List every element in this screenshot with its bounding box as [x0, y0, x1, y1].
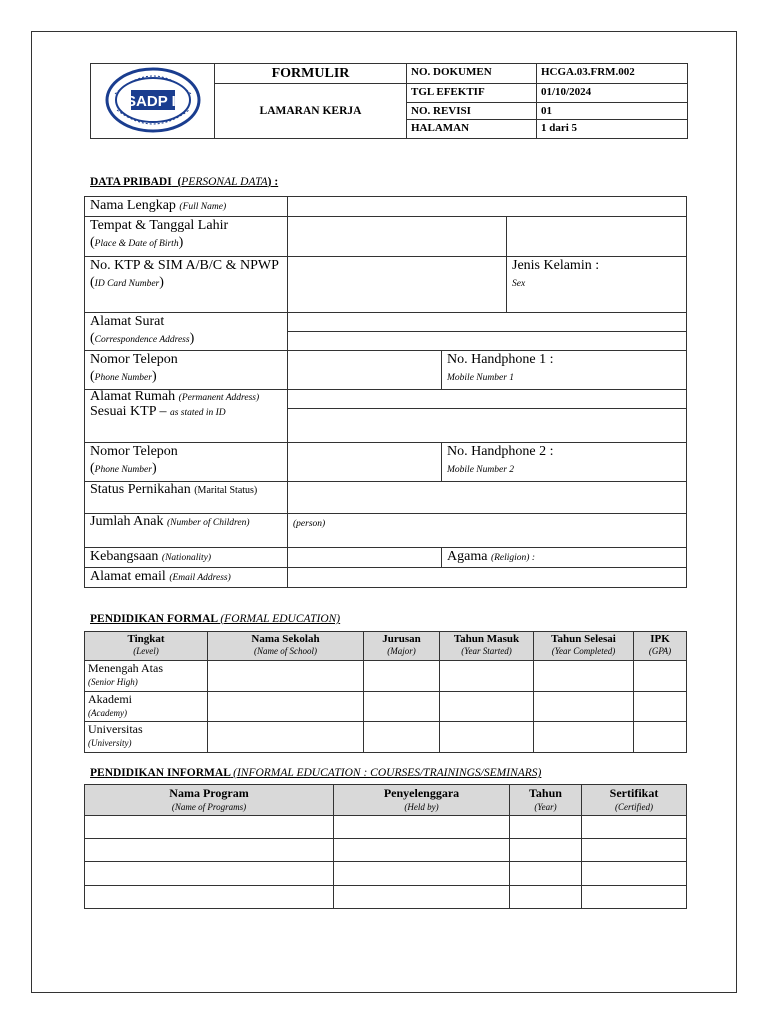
input-cell[interactable]: [364, 722, 440, 753]
phone-2-field[interactable]: [288, 443, 442, 482]
correspondence-address-field-2[interactable]: [288, 332, 687, 351]
col-certified: Sertifikat (Certified): [582, 785, 687, 816]
input-cell[interactable]: [334, 839, 510, 862]
input-cell[interactable]: [334, 886, 510, 909]
company-logo: [91, 64, 215, 139]
doc-value: HCGA.03.FRM.002: [537, 64, 688, 84]
input-cell[interactable]: [582, 839, 687, 862]
informal-education-title: PENDIDIKAN INFORMAL (INFORMAL EDUCATION : COURSES/TRAININGS/SEMINARS): [90, 767, 542, 779]
level-cell: Universitas (University): [85, 722, 208, 753]
correspondence-address-label: Alamat Surat (Correspondence Address): [85, 313, 288, 351]
input-cell[interactable]: [85, 886, 334, 909]
doc-label: NO. REVISI: [407, 103, 537, 120]
input-cell[interactable]: [364, 661, 440, 692]
input-cell[interactable]: [364, 692, 440, 722]
informal-education-table: [84, 784, 687, 909]
input-cell[interactable]: [440, 722, 534, 753]
document-header: [90, 63, 688, 139]
marital-status-field[interactable]: [288, 482, 687, 514]
input-cell[interactable]: [582, 886, 687, 909]
full-name-field[interactable]: [288, 197, 687, 217]
input-cell[interactable]: [334, 862, 510, 886]
doc-label: HALAMAN: [407, 120, 537, 139]
email-field[interactable]: [288, 568, 687, 588]
email-label: Alamat email (Email Address): [85, 568, 288, 588]
id-card-label: No. KTP & SIM A/B/C & NPWP (ID Card Number): [85, 257, 288, 313]
marital-status-label: Status Pernikahan (Marital Status): [85, 482, 288, 514]
nationality-field[interactable]: [288, 548, 442, 568]
col-level: Tingkat (Level): [85, 632, 208, 661]
col-school: Nama Sekolah (Name of School): [208, 632, 364, 661]
doc-label: TGL EFEKTIF: [407, 84, 537, 103]
col-held-by: Penyelenggara (Held by): [334, 785, 510, 816]
col-major: Jurusan (Major): [364, 632, 440, 661]
input-cell[interactable]: [534, 722, 634, 753]
birth-place-field[interactable]: [288, 217, 507, 257]
input-cell[interactable]: [582, 816, 687, 839]
input-cell[interactable]: [634, 661, 687, 692]
col-program: Nama Program (Name of Programs): [85, 785, 334, 816]
personal-data-table: [84, 196, 687, 588]
input-cell[interactable]: [208, 661, 364, 692]
input-cell[interactable]: [534, 692, 634, 722]
phone-1-field[interactable]: [288, 351, 442, 390]
col-gpa: IPK (GPA): [634, 632, 687, 661]
form-title: FORMULIR: [215, 64, 407, 84]
col-year: Tahun (Year): [510, 785, 582, 816]
doc-value: 01/10/2024: [537, 84, 688, 103]
level-cell: Akademi (Academy): [85, 692, 208, 722]
phone-2-label: Nomor Telepon (Phone Number): [85, 443, 288, 482]
phone-1-label: Nomor Telepon (Phone Number): [85, 351, 288, 390]
input-cell[interactable]: [208, 722, 364, 753]
col-year-completed: Tahun Selesai (Year Completed): [534, 632, 634, 661]
input-cell[interactable]: [510, 862, 582, 886]
doc-value: 1 dari 5: [537, 120, 688, 139]
input-cell[interactable]: [510, 816, 582, 839]
input-cell[interactable]: [440, 661, 534, 692]
input-cell[interactable]: [208, 692, 364, 722]
birth-date-field[interactable]: [507, 217, 687, 257]
home-address-field[interactable]: [288, 390, 687, 409]
input-cell[interactable]: [510, 839, 582, 862]
formal-education-title: PENDIDIKAN FORMAL (FORMAL EDUCATION): [90, 613, 341, 625]
level-cell: Menengah Atas (Senior High): [85, 661, 208, 692]
mobile-2-field[interactable]: No. Handphone 2 : Mobile Number 2: [442, 443, 687, 482]
input-cell[interactable]: [634, 692, 687, 722]
table-row: [85, 839, 687, 862]
nationality-label: Kebangsaan (Nationality): [85, 548, 288, 568]
sex-field[interactable]: Jenis Kelamin : Sex: [507, 257, 687, 313]
mobile-1-field[interactable]: No. Handphone 1 : Mobile Number 1: [442, 351, 687, 390]
table-row: [85, 692, 687, 722]
input-cell[interactable]: [534, 661, 634, 692]
correspondence-address-field[interactable]: [288, 313, 687, 332]
input-cell[interactable]: [440, 692, 534, 722]
home-address-field-2[interactable]: [288, 409, 687, 443]
home-address-label: Alamat Rumah (Permanent Address) Sesuai KTP – as stated in ID: [85, 390, 288, 443]
formal-education-table: [84, 631, 687, 753]
religion-field[interactable]: Agama (Religion) :: [442, 548, 687, 568]
table-row: [85, 661, 687, 692]
table-row: [85, 886, 687, 909]
children-label: Jumlah Anak (Number of Children): [85, 514, 288, 548]
children-field[interactable]: (person): [288, 514, 687, 548]
table-row: [85, 862, 687, 886]
form-subtitle: LAMARAN KERJA: [215, 84, 407, 139]
input-cell[interactable]: [85, 839, 334, 862]
input-cell[interactable]: [85, 816, 334, 839]
table-row: [85, 816, 687, 839]
col-year-started: Tahun Masuk (Year Started): [440, 632, 534, 661]
doc-value: 01: [537, 103, 688, 120]
input-cell[interactable]: [634, 722, 687, 753]
personal-section-title: DATA PRIBADI (PERSONAL DATA) :: [90, 176, 279, 188]
logo-text: SADP II: [125, 93, 180, 110]
id-card-field[interactable]: [288, 257, 507, 313]
input-cell[interactable]: [334, 816, 510, 839]
full-name-label: Nama Lengkap (Full Name): [85, 197, 288, 217]
table-row: [85, 722, 687, 753]
input-cell[interactable]: [85, 862, 334, 886]
input-cell[interactable]: [582, 862, 687, 886]
input-cell[interactable]: [510, 886, 582, 909]
birth-label: Tempat & Tanggal Lahir (Place & Date of Birth): [85, 217, 288, 257]
doc-label: NO. DOKUMEN: [407, 64, 537, 84]
